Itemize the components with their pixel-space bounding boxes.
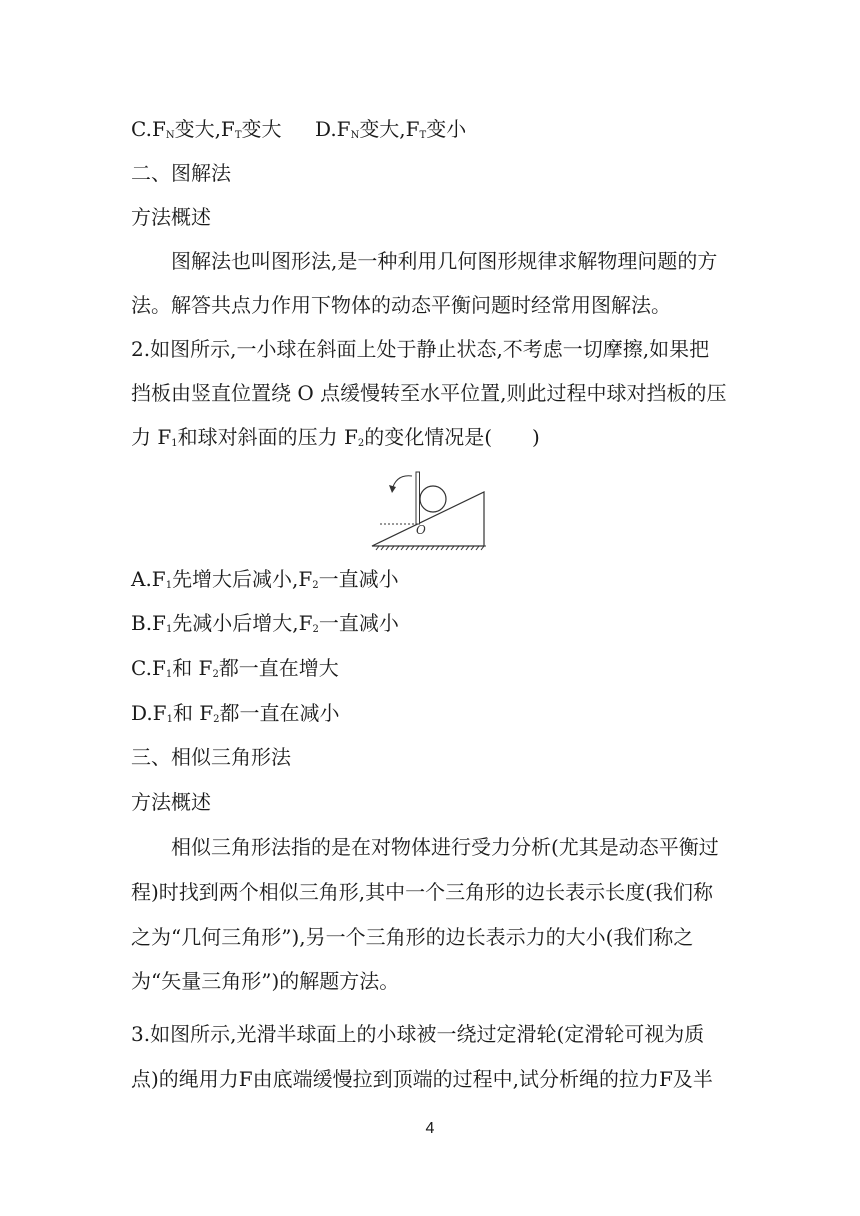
section3-desc-line2: 程)时找到两个相似三角形,其中一个三角形的边长表示长度(我们称 bbox=[131, 880, 713, 904]
section2-heading: 二、图解法 bbox=[131, 161, 231, 185]
point-o-label: O bbox=[416, 523, 426, 537]
q2-line2: 挡板由竖直位置绕 O 点缓慢转至水平位置,则此过程中球对挡板的压 bbox=[131, 381, 727, 405]
q3-line1: 3.如图所示,光滑半球面上的小球被一绕过定滑轮(定滑轮可视为质 bbox=[131, 1022, 705, 1046]
incline-ball-figure bbox=[366, 466, 492, 558]
prev-option-c: $C.F_N$变大$,F_T$变大 bbox=[131, 117, 282, 141]
q2-line1: 2.如图所示,一小球在斜面上处于静止状态,不考虑一切摩擦,如果把 bbox=[131, 337, 710, 361]
q2-option-b: $B.F_1$先减小后增大$,F_2$一直减小 bbox=[131, 611, 399, 635]
section2-desc-line1: 图解法也叫图形法,是一种利用几何图形规律求解物理问题的方 bbox=[171, 249, 718, 273]
section2-desc-line2: 法。解答共点力作用下物体的动态平衡问题时经常用图解法。 bbox=[131, 293, 671, 317]
baffle bbox=[416, 472, 420, 524]
q2-option-a: $A.F_1$先增大后减小$,F_2$一直减小 bbox=[131, 567, 399, 591]
incline-diagram bbox=[366, 466, 492, 554]
q2-option-d: $D.F_1$和 $F_2$都一直在减小 bbox=[131, 701, 340, 725]
section2-overview-label: 方法概述 bbox=[131, 205, 211, 229]
section3-desc-line1: 相似三角形法指的是在对物体进行受力分析(尤其是动态平衡过 bbox=[171, 835, 719, 859]
ball bbox=[420, 486, 446, 512]
q3-line2: 点)的绳用力F由底端缓慢拉到顶端的过程中,试分析绳的拉力F及半 bbox=[131, 1067, 713, 1091]
q2-option-c: $C.F_1$和 $F_2$都一直在增大 bbox=[131, 656, 339, 680]
section3-desc-line3: 之为“几何三角形”),另一个三角形的边长表示力的大小(我们称之 bbox=[131, 925, 694, 949]
prev-option-d: $D.F_N$变大$,F_T$变小 bbox=[315, 117, 467, 141]
section3-overview-label: 方法概述 bbox=[131, 790, 211, 814]
q2-line3: 力 $F_1$和球对斜面的压力 $F_2$的变化情况是( ) bbox=[131, 425, 540, 449]
page-number: 4 bbox=[425, 1120, 435, 1137]
section3-heading: 三、相似三角形法 bbox=[131, 745, 291, 769]
section3-desc-line4: 为“矢量三角形”)的解题方法。 bbox=[131, 969, 400, 993]
